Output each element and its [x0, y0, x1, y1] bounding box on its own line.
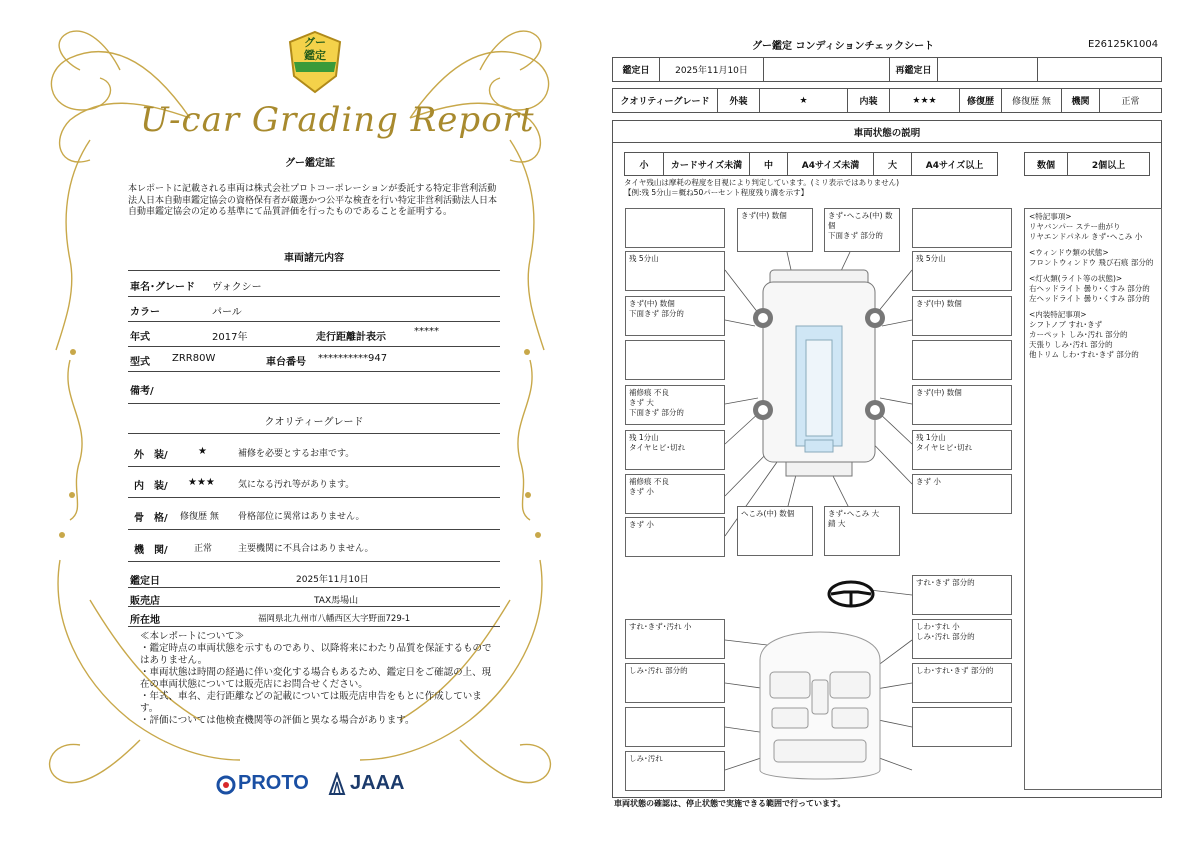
spec-section-title: 車両諸元内容	[284, 253, 344, 264]
divider	[128, 466, 500, 467]
damage-box: しわ･すれ 小 しみ･汚れ 部分的	[912, 619, 1012, 659]
quality-grade-label: クオリティーグレード	[620, 97, 710, 107]
divider	[128, 529, 500, 530]
damage-box: 補修痕 不良 きず 小	[625, 474, 725, 514]
exterior-grade: ★	[198, 446, 207, 457]
damage-box: しみ･汚れ 部分的	[625, 663, 725, 703]
size-large: 大	[873, 153, 911, 175]
notes-group	[1029, 212, 1157, 242]
dealer-label: 販売店	[130, 596, 160, 607]
color-value: パール	[212, 307, 242, 318]
interior-label: 内 装/	[134, 481, 168, 492]
chassis-label: 車台番号	[266, 357, 306, 368]
exterior-desc: 補修を必要とするお車です。	[238, 449, 355, 459]
divider	[128, 296, 500, 297]
car-name-value: ヴォクシー	[212, 282, 262, 293]
damage-box: きず 小	[625, 517, 725, 557]
divider	[128, 497, 500, 498]
address-label: 所在地	[130, 615, 160, 626]
color-label: カラー	[130, 307, 160, 318]
exterior-value: ★	[759, 89, 847, 112]
model-value: ZRR80W	[172, 353, 216, 364]
section-title: 車両状態の説明	[612, 120, 1162, 143]
notes-line: シフトノブ すれ･きず	[1029, 320, 1103, 329]
note-item: ・年式、車名、走行距離などの記載については販売店申告をもとに作成しています。	[140, 691, 482, 714]
notes-line: リヤエンドパネル きず･へこみ 小	[1029, 232, 1143, 241]
proto-logo-icon	[216, 774, 236, 796]
damage-box	[625, 208, 725, 248]
divider	[128, 403, 500, 404]
frame-label: 骨 格/	[134, 513, 168, 524]
divider	[128, 371, 500, 372]
interior-label: 内装	[847, 89, 889, 112]
note-item: ・鑑定時点の車両状態を示すものであり、以降将来にわたり品質を保証するものではありません。	[140, 643, 492, 666]
notes-line: フロントウィンドウ 飛び石痕 部分的	[1029, 258, 1154, 267]
damage-box	[625, 340, 725, 380]
exterior-label: 外装	[717, 89, 759, 112]
damage-box: 残 1分山 タイヤヒビ･切れ	[912, 430, 1012, 470]
quality-section-title: クオリティーグレード	[264, 417, 364, 428]
damage-box	[912, 340, 1012, 380]
certificate-intro: 本レポートに記載される車両は株式会社プロトコーポレーションが委託する特定非営利活動法人日本自動車鑑定協会の資格保有者が厳選かつ公平な検査を行い特定非営利活動法人日本自動車鑑定協会の定める基準にて品質評価を行ったものであることを証明する。	[128, 184, 498, 217]
notes-line: リヤバンパー ステー曲がり	[1029, 222, 1121, 231]
badge-text: グー 鑑定	[304, 36, 326, 62]
damage-box: へこみ(中) 数個	[737, 506, 813, 556]
re-date-label: 再鑑定日	[889, 58, 937, 81]
notes-group-title: <特記事項>	[1029, 212, 1072, 221]
damage-box: きず･へこみ 大 錆 大	[824, 506, 900, 556]
frame-grade: 修復歴 無	[180, 512, 219, 522]
report-notes	[140, 631, 500, 727]
sheet-title: グー鑑定 コンディションチェックシート	[752, 41, 935, 52]
tire-legend-line: タイヤ残山は摩耗の程度を目視により判定しています。(ミリ表示ではありません)	[624, 178, 900, 187]
chassis-value: **********947	[318, 353, 388, 364]
damage-box: 残 5分山	[912, 251, 1012, 291]
divider	[128, 561, 500, 562]
damage-box: すれ･きず･汚れ 小	[625, 619, 725, 659]
notes-group-title: <ウィンドウ類の状態>	[1029, 248, 1109, 257]
sheet-footer: 車両状態の確認は、停止状態で実施できる範囲で行っています。	[614, 799, 846, 808]
note-item: ・評価については他検査機関等の評価と異なる場合があります。	[140, 715, 415, 726]
size-small-desc: カードサイズ未満	[663, 153, 749, 175]
divider	[128, 606, 500, 607]
notes-group-title: <灯火類(ライト等の状態)>	[1029, 274, 1123, 283]
dealer-value: TAX馬場山	[314, 596, 359, 606]
car-name-label: 車名･グレード	[130, 282, 195, 293]
goo-appraisal-badge	[286, 30, 344, 94]
jaaa-logo-text: JAAA	[350, 772, 405, 794]
model-label: 型式	[130, 357, 150, 368]
engine-label: 機 関/	[134, 545, 168, 556]
exterior-label: 外 装/	[134, 450, 168, 461]
divider	[128, 433, 500, 434]
tire-legend-line: 【例:残 5分山＝概ね50パーセント程度残り溝を示す】	[624, 188, 809, 197]
engine-label: 機関	[1061, 89, 1099, 112]
damage-box: 補修痕 不良 きず 大 下面きず 部分的	[625, 385, 725, 425]
engine-value: 正常	[1099, 89, 1161, 112]
year-value: 2017年	[212, 332, 248, 343]
interior-desc: 気になる汚れ等があります。	[238, 480, 355, 490]
notes-title: ≪本レポートについて≫	[140, 631, 245, 642]
certificate-title: グー鑑定証	[285, 158, 335, 169]
appraisal-date-value: 2025年11月10日	[296, 575, 369, 585]
notes-group	[1029, 274, 1157, 304]
damage-box	[625, 707, 725, 747]
size-small: 小	[639, 160, 649, 171]
damage-box: きず･へこみ(中) 数個 下面きず 部分的	[824, 208, 900, 252]
condition-check-sheet	[600, 0, 1200, 848]
notes-group	[1029, 310, 1157, 360]
count-label: 数個	[1036, 160, 1055, 171]
mileage-value: *****	[414, 326, 439, 337]
note-item: ・車両状態は時間の経過に伴い変化する場合もあるため、鑑定日をご確認の上、現在の車両状態については販売店にお問合せください。	[140, 667, 492, 690]
date-value: 2025年11月10日	[659, 58, 763, 81]
interior-value: ★★★	[889, 89, 959, 112]
damage-box: しわ･すれ･きず 部分的	[912, 663, 1012, 703]
repair-label: 修復歴	[959, 89, 1001, 112]
notes-line: 天張り しみ･汚れ 部分的	[1029, 340, 1113, 349]
damage-box	[912, 707, 1012, 747]
notes-line: 他トリム しわ･すれ･きず 部分的	[1029, 350, 1139, 359]
size-mid: 中	[749, 153, 787, 175]
size-mid-desc: A4サイズ未満	[787, 153, 873, 175]
mileage-label: 走行距離計表示	[316, 332, 386, 343]
engine-grade: 正常	[194, 544, 213, 554]
damage-box: しみ･汚れ	[625, 751, 725, 791]
damage-box: 残 1分山 タイヤヒビ･切れ	[625, 430, 725, 470]
divider	[128, 346, 500, 347]
notes-line: 左ヘッドライト 曇り･くすみ 部分的	[1029, 294, 1150, 303]
damage-box: きず(中) 数個	[912, 296, 1012, 336]
report-script-title: U-car Grading Report	[140, 100, 535, 140]
damage-box	[912, 208, 1012, 248]
repair-value: 修復歴 無	[1001, 89, 1061, 112]
damage-box: 残 5分山	[625, 251, 725, 291]
damage-box: きず(中) 数個	[737, 208, 813, 252]
engine-desc: 主要機関に不具合はありません。	[238, 544, 374, 554]
year-label: 年式	[130, 332, 150, 343]
frame-desc: 骨格部位に異常はありません。	[238, 512, 365, 522]
notes-line: カーペット しみ･汚れ 部分的	[1029, 330, 1128, 339]
divider	[128, 321, 500, 322]
damage-box: きず(中) 数個	[912, 385, 1012, 425]
size-large-desc: A4サイズ以上	[911, 153, 997, 175]
damage-box: すれ･きず 部分的	[912, 575, 1012, 615]
report-id: E26125K1004	[1088, 39, 1159, 50]
proto-logo-text: PROTO	[238, 772, 309, 794]
remarks-label: 備考/	[130, 386, 154, 397]
divider	[128, 587, 500, 588]
damage-box: きず(中) 数個 下面きず 部分的	[625, 296, 725, 336]
special-notes-panel	[1024, 208, 1162, 790]
notes-group-title: <内装特記事項>	[1029, 310, 1087, 319]
divider	[128, 626, 500, 627]
jaaa-logo-icon	[328, 772, 346, 796]
notes-line: 右ヘッドライト 曇り･くすみ 部分的	[1029, 284, 1150, 293]
interior-grade: ★★★	[188, 477, 215, 488]
date-label: 鑑定日	[622, 66, 650, 76]
damage-box: きず 小	[912, 474, 1012, 514]
address-value: 福岡県北九州市八幡西区大字野面729-1	[258, 614, 411, 624]
divider	[128, 270, 500, 271]
appraisal-date-label: 鑑定日	[130, 576, 160, 587]
count-desc: 2個以上	[1067, 153, 1149, 175]
notes-group	[1029, 248, 1157, 268]
